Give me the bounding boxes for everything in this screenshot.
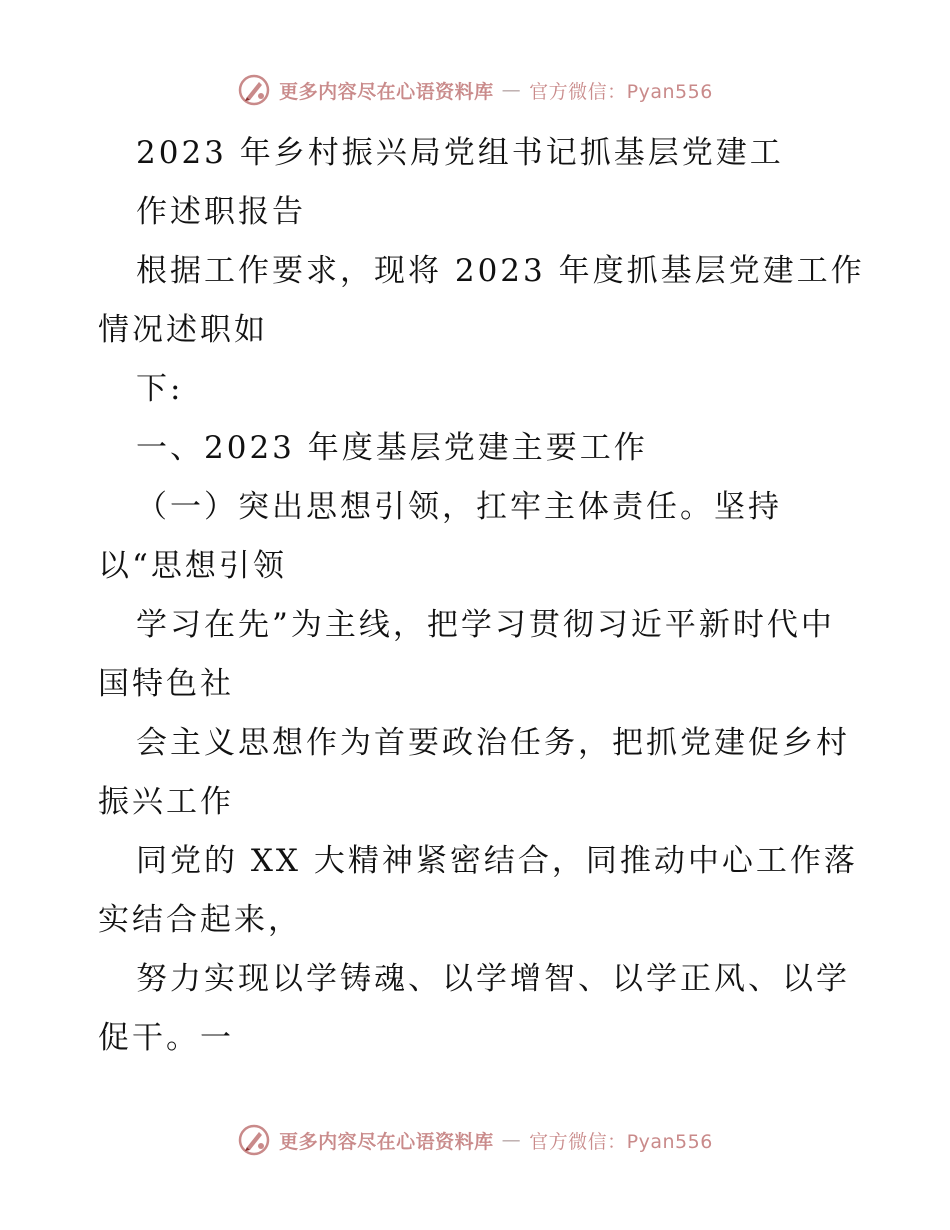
paragraph-line: 会主义思想作为首要政治任务，把抓党建促乡村 [136, 725, 850, 761]
paragraph-line: 以“思想引领 [98, 548, 287, 584]
paragraph-line: 努力实现以学铸魂、以学增智、以学正风、以学 [136, 961, 850, 997]
pen-logo-icon [237, 1123, 271, 1157]
title-line-1: 2023 年乡村振兴局党组书记抓基层党建工 [136, 135, 784, 171]
banner-text: 更多内容尽在心语资料库 [279, 1130, 494, 1153]
header-banner [0, 70, 950, 110]
banner-wechat: 官方微信：Pyan556 [529, 1130, 713, 1153]
paragraph-line: 国特色社 [98, 666, 234, 702]
paragraph-line: 根据工作要求，现将 2023 年度抓基层党建工作 [136, 253, 865, 289]
paragraph-line: 振兴工作 [98, 784, 234, 820]
banner-wechat: 官方微信：Pyan556 [529, 80, 713, 103]
banner-separator: — [501, 79, 522, 101]
banner-text: 更多内容尽在心语资料库 [279, 80, 494, 103]
paragraph-line: 同党的 XX 大精神紧密结合，同推动中心工作落 [136, 843, 858, 879]
paragraph-line: 促干。一 [98, 1020, 234, 1056]
paragraph-line: 学习在先”为主线，把学习贯彻习近平新时代中 [136, 607, 835, 643]
section-heading: 一、2023 年度基层党建主要工作 [136, 430, 648, 466]
paragraph-line: 下: [136, 371, 184, 407]
pen-logo-icon [237, 73, 271, 107]
footer-banner [0, 1120, 950, 1160]
title-line-2: 作述职报告 [136, 194, 306, 230]
paragraph-line: 情况述职如 [98, 312, 268, 348]
paragraph-line: 实结合起来， [98, 902, 302, 938]
report-body [98, 124, 865, 1068]
paragraph-line: （一）突出思想引领，扛牢主体责任。坚持 [136, 489, 782, 525]
banner-separator: — [501, 1129, 522, 1151]
